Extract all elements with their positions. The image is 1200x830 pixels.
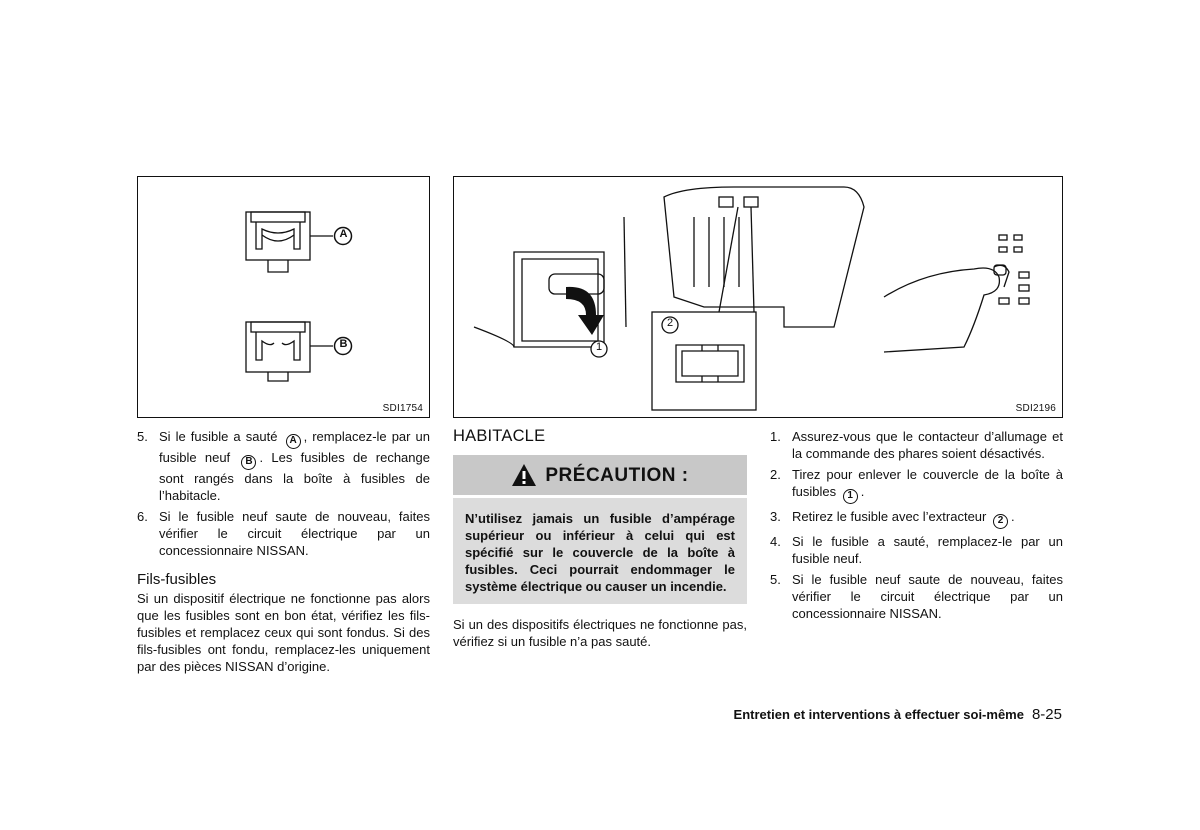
item-text-part: . Les fusibles de rechange sont rangés dans la boîte à fusibles de l’habitacle. [159,450,430,503]
ref-a-badge: A [286,434,301,449]
caution-text: N’utilisez jamais un fusible d’ampérage supérieur ou inférieur à celui qui est spécifié sur le couvercle de la boîte à fusibles. Ceci pourrait endommager le système électrique ou causer un incendie. [453,498,747,604]
cabin-fuse-box-illustration [454,177,1064,419]
item-text-part: Tirez pour enlever le couvercle de la boîte à fusibles [792,467,1063,499]
left-column [137,428,430,675]
page-number: 8-25 [1031,706,1062,723]
item-text [792,466,1063,504]
item-number: 5. [770,572,781,587]
item-text-part: Si le fusible a sauté [159,429,278,444]
list-item [137,508,430,559]
item-text [159,428,430,504]
item-number: 2. [770,467,781,482]
figure-code: SDI1754 [382,403,423,414]
item-text [792,508,1063,529]
section-heading: HABITACLE [453,427,546,445]
lid-removal-drawing [474,217,626,347]
caution-header [453,455,747,495]
item-text: Si le fusible neuf saute de nouveau, faites vérifier le circuit électrique par un concessionnaire NISSAN. [792,572,1063,621]
ref-1-badge: 1 [843,489,858,504]
item-text: Si le fusible a sauté, remplacez-le par un fusible neuf. [792,534,1063,566]
right-column [770,428,1063,626]
figure-fuse-good-blown [137,176,430,418]
callout-2-label: 2 [666,317,674,329]
list-item [770,571,1063,622]
ref-b-badge: B [241,455,256,470]
item-number: 3. [770,509,781,524]
item-text-part: . [860,484,865,499]
figure-cabin-fuse-box [453,176,1063,418]
item-number: 4. [770,534,781,549]
list-item [770,466,1063,504]
page-footer [734,706,1062,723]
list-item [137,428,430,504]
callout-b-label: B [339,338,348,350]
subheading: Fils-fusibles [137,571,217,588]
list-item [770,428,1063,462]
middle-column [453,428,747,650]
item-number: 1. [770,429,781,444]
hand-removing-fuse-drawing [884,235,1029,352]
warning-triangle-icon [511,463,537,487]
item-text-part: , remplacez-le par un fusible neuf [159,429,430,465]
item-text: Si le fusible neuf saute de nouveau, faites vérifier le circuit électrique par un concessionnaire NISSAN. [159,509,430,558]
callout-a-label: A [339,228,348,240]
figure-code: SDI2196 [1015,403,1056,414]
fuse-blown-drawing [246,322,333,381]
paragraph: Si un des dispositifs électriques ne fonctionne pas, vérifiez si un fusible n’a pas sauté. [453,617,747,649]
paragraph: Si un dispositif électrique ne fonctionne pas alors que les fusibles sont en bon état, vérifiez les fils-fusibles et remplacez ceux qui sont fondus. Si des fils-fusibles ont fondu, remplacez-les uniquement par des pièces NISSAN d’origine. [137,591,430,674]
fuse-good-drawing [246,212,333,272]
item-text-part: . [1010,509,1015,524]
footer-section-title: Entretien et interventions à effectuer soi-même [733,707,1024,722]
item-text: Assurez-vous que le contacteur d’allumage et la commande des phares soient désactivés. [792,429,1063,461]
fuse-box-drawing [664,187,864,327]
item-text-part: Retirez le fusible avec l’extracteur [792,509,987,524]
item-number: 6. [137,509,148,524]
item-number: 5. [137,429,148,444]
callout-1-label: 1 [595,341,603,353]
caution-box [453,455,747,604]
list-item [770,508,1063,529]
fuse-illustration [138,177,431,419]
caution-label: PRÉCAUTION : [545,464,689,486]
list-item [770,533,1063,567]
ref-2-badge: 2 [993,514,1008,529]
